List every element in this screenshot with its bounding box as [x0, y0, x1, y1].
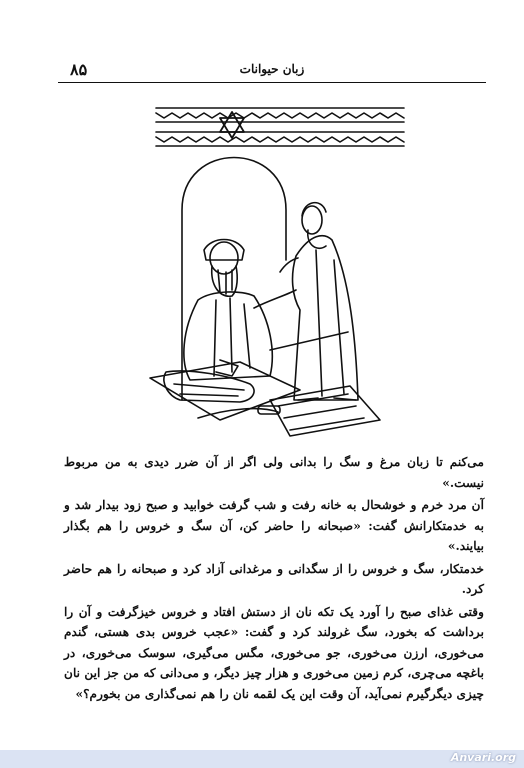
story-text — [64, 452, 484, 706]
paragraph: وقتی غذای صبح را آورد یک تکه نان از دستش افتاد و خروس خیزگرفت و آن را برداشت که بخورد، سگ غرولند کرد و گفت: «عجب خروس بدی هستی، گندم می‌خوری، ارزن می‌خوری، جو می‌خوری، مگس می‌گیری، سوسک می‌خوری، در باغچه می‌چری، کرم زمین می‌خوری و هزار چیز دیگر، و می‌دانی که من جز این نان چیزی دیگرگیرم نمی‌آید، آن وقت این یک لقمه نان را هم نمی‌گذاری من بخورم؟» — [64, 604, 484, 701]
standing-man — [280, 203, 358, 400]
page-number: ۸۵ — [70, 60, 88, 79]
paragraph: می‌کنم تا زبان مرغ و سگ را بدانی ولی اگر از آن ضرر دیدی به من مربوط نیست.» — [64, 455, 484, 490]
running-title: زبان حیوانات — [239, 62, 305, 76]
watermark: Anvari.org — [450, 751, 516, 764]
paragraph: آن مرد خرم و خوشحال به خانه رفت و شب گرفت خوابید و صبح زود بیدار شد و به خدمتکارانش گفت: «صبحانه را حاضر کن، آن سگ و خروس را هم بگذار بیایند.» — [64, 498, 484, 553]
decorative-band — [156, 108, 404, 146]
illustration — [120, 100, 440, 450]
seated-man — [164, 240, 296, 419]
page-header — [58, 58, 486, 83]
footer-bar — [0, 750, 524, 768]
paragraph: خدمتکار، سگ و خروس را از سگدانی و مرغدانی آزاد کرد و صبحانه را هم حاضر کرد. — [64, 561, 484, 596]
